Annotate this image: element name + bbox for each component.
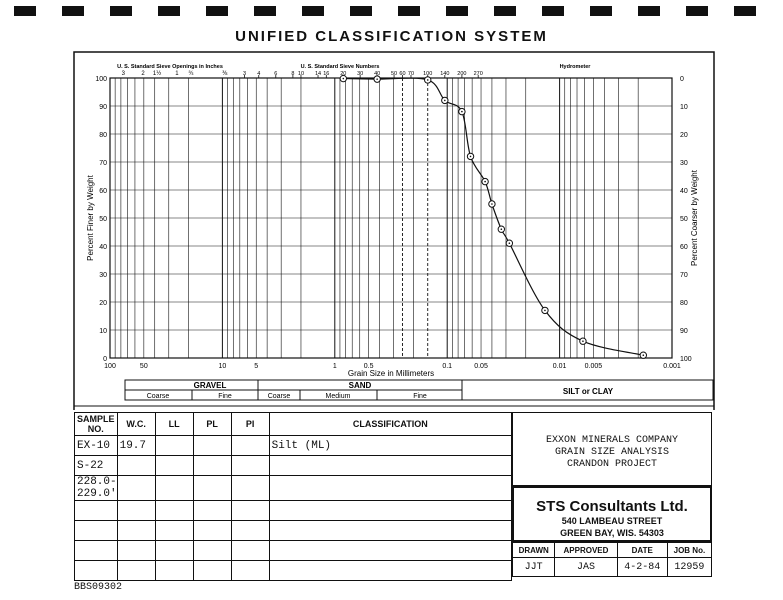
- sieve-number-label: 40: [374, 71, 381, 77]
- y-tick-label-right: 100: [680, 356, 692, 363]
- y-tick-label-left: 40: [99, 244, 107, 251]
- x-tick-label: 0.05: [474, 363, 488, 370]
- sieve-number-label: 14: [314, 71, 322, 77]
- data-point-center: [444, 100, 446, 102]
- data-point-center: [343, 78, 345, 80]
- date-value: 4-2-84: [617, 558, 667, 577]
- drawn-header: DRAWN: [513, 543, 555, 558]
- y-tick-label-left: 100: [95, 76, 107, 83]
- table-cell: [155, 541, 193, 561]
- table-row: [75, 456, 512, 476]
- table-cell: [193, 541, 231, 561]
- table-cell: [231, 521, 269, 541]
- sieve-number-label: 100: [423, 71, 433, 77]
- table-cell: [269, 476, 511, 501]
- y-tick-label-right: 90: [680, 328, 688, 335]
- table-cell: [117, 521, 155, 541]
- table-cell: [269, 501, 511, 521]
- document-code: BBS09302: [74, 582, 123, 593]
- gradation-curve: [343, 78, 643, 355]
- sieve-inch-label: 2: [141, 71, 145, 77]
- signoff-table: [512, 542, 712, 577]
- sieve-number-label: 6: [274, 71, 278, 77]
- table-cell: [231, 476, 269, 501]
- table-cell: [269, 521, 511, 541]
- sand-fine-label: Fine: [413, 393, 427, 400]
- gravel-fine-label: Fine: [218, 393, 232, 400]
- data-point-center: [461, 111, 463, 113]
- table-cell: [193, 436, 231, 456]
- y-tick-label-left: 50: [99, 216, 107, 223]
- client-name: EXXON MINERALS COMPANY: [545, 435, 679, 446]
- table-cell: [269, 561, 511, 581]
- sand-coarse-label: Coarse: [267, 393, 291, 400]
- chart-grid: [110, 75, 672, 358]
- y-tick-label-right: 80: [680, 300, 688, 307]
- table-row: [75, 501, 512, 521]
- sieve-number-label: 30: [357, 71, 364, 77]
- silt-clay-label: SILT or CLAY: [562, 387, 614, 396]
- sample-table: [74, 412, 512, 581]
- approved-header: APPROVED: [555, 543, 617, 558]
- data-point-center: [376, 78, 378, 80]
- y-tick-label-left: 10: [99, 328, 107, 335]
- sand-medium-label: Medium: [325, 393, 351, 400]
- sieve-number-label: 60: [399, 71, 406, 77]
- col-header-ll: LL: [155, 413, 193, 436]
- y-tick-label-right: 20: [680, 132, 688, 139]
- table-cell: [155, 476, 193, 501]
- table-cell: [117, 476, 155, 501]
- col-header-sample-no: SAMPLE NO.: [75, 413, 118, 436]
- x-tick-label: 0.1: [442, 363, 453, 370]
- y-tick-label-left: 30: [99, 272, 107, 279]
- data-point-center: [491, 203, 493, 205]
- report-type: GRAIN SIZE ANALYSIS: [554, 447, 670, 458]
- table-cell: Silt (ML): [269, 436, 511, 456]
- data-point-center: [509, 242, 511, 244]
- table-header-row: [75, 413, 512, 436]
- firm-city: GREEN BAY, WIS. 54303: [560, 528, 664, 538]
- firm-block: [512, 486, 712, 542]
- x-tick-label: 0.005: [584, 363, 603, 370]
- y-tick-label-right: 50: [680, 216, 688, 223]
- table-row: [75, 561, 512, 581]
- sieve-inch-label: 3: [121, 71, 125, 77]
- table-cell: [231, 501, 269, 521]
- firm-street: 540 LAMBEAU STREET: [561, 516, 663, 526]
- firm-name: STS Consultants Ltd.: [536, 498, 688, 515]
- chart-marks: [340, 75, 646, 358]
- table-cell: [269, 456, 511, 476]
- table-cell: [117, 501, 155, 521]
- x-tick-label: 0.001: [663, 363, 681, 370]
- sieve-number-label: 20: [340, 71, 347, 77]
- x-tick-label: 0.01: [552, 363, 567, 370]
- y-tick-label-right: 60: [680, 244, 688, 251]
- y-tick-label-left: 80: [99, 132, 107, 139]
- table-cell: 228.0-229.0': [75, 476, 118, 501]
- x-axis-title: Grain Size in Millimeters: [347, 369, 435, 378]
- data-point-center: [427, 79, 429, 81]
- date-header: DATE: [617, 543, 667, 558]
- table-cell: [231, 561, 269, 581]
- sieve-number-label: 8: [291, 71, 295, 77]
- table-cell: S-22: [75, 456, 118, 476]
- sieve-number-label: 270: [473, 71, 483, 77]
- y-tick-label-right: 40: [680, 188, 688, 195]
- sieve-number-label: 4: [257, 71, 261, 77]
- x-tick-label: 5: [254, 363, 259, 370]
- table-cell: [193, 476, 231, 501]
- table-cell: [193, 456, 231, 476]
- sieve-number-label: 140: [440, 71, 450, 77]
- gravel-coarse-label: Coarse: [146, 393, 170, 400]
- col-header-wc: W.C.: [117, 413, 155, 436]
- job-no-header: JOB No.: [667, 543, 711, 558]
- sieve-numbers-heading: U. S. Standard Sieve Numbers: [300, 64, 380, 70]
- table-cell: [75, 561, 118, 581]
- sieve-number-label: 16: [323, 71, 330, 77]
- x-tick-label: 0.5: [363, 363, 374, 370]
- y-tick-label-right: 0: [680, 76, 684, 83]
- table-row: [75, 436, 512, 456]
- table-cell: [155, 436, 193, 456]
- data-point-center: [470, 156, 472, 158]
- page-title: UNIFIED CLASSIFICATION SYSTEM: [235, 28, 548, 45]
- table-cell: [193, 521, 231, 541]
- table-cell: [231, 436, 269, 456]
- y-tick-label-right: 30: [680, 160, 688, 167]
- table-cell: [75, 521, 118, 541]
- grain-class-band: [74, 380, 714, 406]
- sieve-inch-label: ⅜: [222, 71, 228, 77]
- table-cell: [117, 541, 155, 561]
- y-tick-label-right: 10: [680, 104, 688, 111]
- hydrometer-heading: Hydrometer: [559, 64, 591, 70]
- table-row: [75, 476, 512, 501]
- x-tick-label: 10: [218, 363, 227, 370]
- table-cell: [231, 456, 269, 476]
- table-cell: [193, 501, 231, 521]
- table-cell: EX-10: [75, 436, 118, 456]
- y-tick-label-left: 90: [99, 104, 107, 111]
- job-no-value: 12959: [667, 558, 711, 577]
- table-cell: [193, 561, 231, 581]
- sieve-number-label: 200: [457, 71, 467, 77]
- x-tick-label: 1: [332, 363, 337, 370]
- client-block: [512, 412, 712, 486]
- approved-value: JAS: [555, 558, 617, 577]
- sieve-number-label: 3: [243, 71, 247, 77]
- table-row: [75, 521, 512, 541]
- sieve-number-label: 50: [390, 71, 398, 77]
- data-point-center: [582, 340, 584, 342]
- chart-labels: [86, 64, 699, 378]
- data-point-center: [484, 181, 486, 183]
- sieve-inch-label: ¾: [188, 71, 194, 77]
- table-cell: [155, 501, 193, 521]
- table-cell: 19.7: [117, 436, 155, 456]
- y-axis-title-right: Percent Coarser by Weight: [690, 170, 699, 266]
- sieve-inch-label: 1: [175, 71, 179, 77]
- y-tick-label-left: 70: [99, 160, 107, 167]
- table-cell: [231, 541, 269, 561]
- drawn-value: JJT: [513, 558, 555, 577]
- x-tick-label: 50: [139, 363, 148, 370]
- table-row: [75, 541, 512, 561]
- sieve-inch-label: 1½: [152, 71, 162, 77]
- table-cell: [117, 561, 155, 581]
- table-cell: [155, 521, 193, 541]
- table-cell: [269, 541, 511, 561]
- col-header-pl: PL: [193, 413, 231, 436]
- sieve-number-label: 10: [297, 71, 305, 77]
- sand-label: SAND: [348, 381, 372, 390]
- table-cell: [155, 561, 193, 581]
- data-point-center: [544, 310, 546, 312]
- y-axis-title-left: Percent Finer by Weight: [86, 175, 95, 261]
- sieve-number-label: 70: [407, 71, 415, 77]
- y-tick-label-left: 60: [99, 188, 107, 195]
- y-tick-label-right: 70: [680, 272, 688, 279]
- table-cell: [117, 456, 155, 476]
- data-point-center: [501, 228, 503, 230]
- data-point-center: [643, 354, 645, 356]
- x-tick-label: 100: [104, 363, 116, 370]
- table-cell: [75, 501, 118, 521]
- gravel-label: GRAVEL: [193, 381, 227, 390]
- y-tick-label-left: 20: [99, 300, 107, 307]
- col-header-classification: CLASSIFICATION: [269, 413, 511, 436]
- y-tick-label-left: 0: [103, 356, 107, 363]
- col-header-pi: PI: [231, 413, 269, 436]
- table-cell: [155, 456, 193, 476]
- table-cell: [75, 541, 118, 561]
- sieve-inches-heading: U. S. Standard Sieve Openings in Inches: [117, 64, 223, 70]
- project-name: CRANDON PROJECT: [566, 459, 657, 470]
